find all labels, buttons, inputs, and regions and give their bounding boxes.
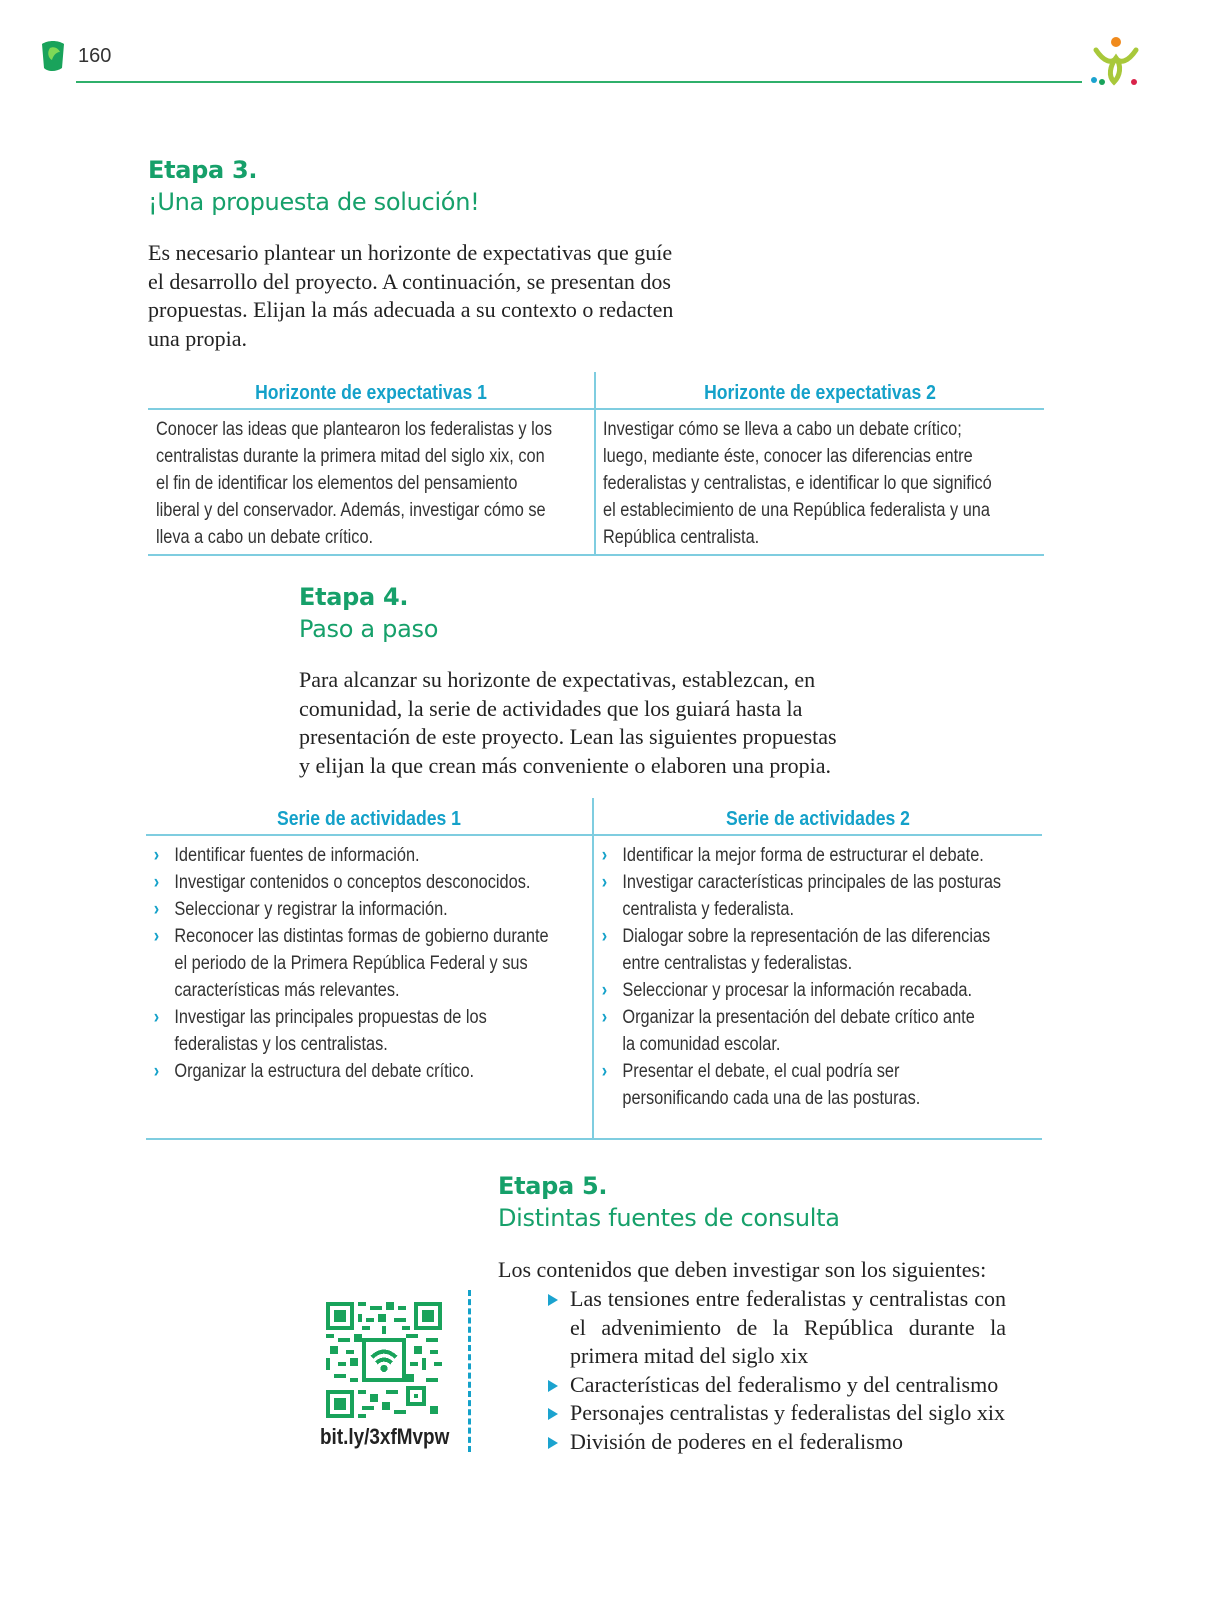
item-line: Organizar la estructura del debate crítico.: [174, 1061, 475, 1082]
table-divider: [146, 834, 1042, 836]
bullet-icon: ›: [601, 872, 608, 893]
expectations-col1-text: [156, 416, 586, 551]
expectations-col1-header: Horizonte de expectativas 1: [255, 382, 487, 404]
etapa5-title: Etapa 5.: [498, 1172, 608, 1200]
bullet-icon: ›: [601, 845, 608, 866]
list-item: [548, 1428, 1006, 1457]
triangle-bullet-icon: [548, 1437, 558, 1449]
bullet-icon: ›: [601, 1061, 608, 1082]
etapa4-intro-line: presentación de este proyecto. Lean las siguientes propuestas: [299, 724, 837, 749]
list-item: [152, 1058, 582, 1085]
list-item: [600, 923, 1030, 977]
cell-line: Investigar cómo se lleva a cabo un debate crítico;: [603, 419, 962, 440]
cell-line: liberal y del conservador. Además, investigar cómo se: [156, 500, 546, 521]
item-line: la comunidad escolar.: [622, 1034, 781, 1055]
list-item: [152, 896, 582, 923]
activities-col1-list: [152, 842, 582, 1085]
item-line: federalistas y los centralistas.: [174, 1034, 388, 1055]
item-line: Identificar fuentes de información.: [174, 845, 420, 866]
table-column-divider: [592, 798, 594, 1140]
item-line: centralista y federalista.: [622, 899, 795, 920]
cell-line: República centralista.: [603, 527, 760, 548]
etapa4-intro-line: comunidad, la serie de actividades que los guiará hasta la: [299, 695, 803, 721]
list-item: [548, 1399, 1006, 1428]
cell-line: el fin de identificar los elementos del pensamiento: [156, 473, 518, 494]
etapa4-intro-line: Para alcanzar su horizonte de expectativas, establezcan, en: [299, 667, 816, 692]
cell-line: el establecimiento de una República federalista y una: [603, 500, 990, 521]
expectations-table: [148, 372, 1044, 558]
cell-line: federalistas y centralistas, e identificar lo que significó: [603, 473, 992, 494]
item-line: personificando cada una de las posturas.: [622, 1088, 921, 1109]
bullet-icon: ›: [601, 980, 608, 1001]
etapa3-intro: [148, 239, 708, 353]
triangle-bullet-icon: [548, 1294, 558, 1306]
activities-col2-header: Serie de actividades 2: [726, 808, 910, 830]
activities-col1-header: Serie de actividades 1: [277, 808, 461, 830]
etapa3-intro-line: propuestas. Elijan la más adecuada a su contexto o redacten: [148, 297, 674, 322]
bullet-icon: ›: [153, 1061, 160, 1082]
table-bottom-rule: [146, 1138, 1042, 1140]
item-line: Investigar contenidos o conceptos desconocidos.: [174, 872, 531, 893]
etapa3-intro-line: el desarrollo del proyecto. A continuación, se presentan dos: [148, 268, 671, 294]
expectations-col2-header: Horizonte de expectativas 2: [704, 382, 936, 404]
bullet-icon: ›: [153, 845, 160, 866]
list-item: [152, 842, 582, 869]
activities-col2-list: [600, 842, 1030, 1112]
item-line: Dialogar sobre la representación de las diferencias: [622, 926, 991, 947]
list-item: [600, 1058, 1030, 1112]
triangle-bullet-icon: [548, 1408, 558, 1420]
activities-table: [146, 798, 1042, 1142]
qr-link[interactable]: bit.ly/3xfMvpw: [320, 1424, 450, 1449]
list-item: [600, 977, 1030, 1004]
etapa4-intro: [299, 666, 879, 780]
item-text: Las tensiones entre federalistas y centralistas con el advenimiento de la República durante la primera mitad del siglo xix: [570, 1286, 1006, 1368]
etapa4-intro-line: y elijan la que crean más conveniente o elaboren una propia.: [299, 752, 832, 778]
item-line: Seleccionar y registrar la información.: [174, 899, 448, 920]
item-line: Seleccionar y procesar la información recabada.: [622, 980, 973, 1001]
list-item: [152, 869, 582, 896]
list-item: [600, 869, 1030, 923]
item-line: Investigar las principales propuestas de los: [174, 1007, 487, 1028]
table-column-divider: [594, 372, 596, 556]
item-line: características más relevantes.: [174, 980, 400, 1001]
etapa3-intro-line: Es necesario plantear un horizonte de expectativas que guíe: [148, 240, 673, 265]
list-item: [600, 842, 1030, 869]
item-line: Investigar características principales de las posturas: [622, 872, 1002, 893]
etapa3-intro-line: una propia.: [148, 325, 247, 351]
cell-line: lleva a cabo un debate crítico.: [156, 527, 374, 548]
bullet-icon: ›: [153, 926, 160, 947]
page-number: 160: [78, 45, 112, 67]
etapa5-intro: Los contenidos que deben investigar son los siguientes:: [498, 1257, 987, 1282]
item-text: Personajes centralistas y federalistas del siglo xix: [570, 1400, 1005, 1425]
item-text: Características del federalismo y del centralismo: [570, 1371, 999, 1397]
item-line: Presentar el debate, el cual podría ser: [622, 1061, 900, 1082]
list-item: [152, 923, 582, 1004]
table-bottom-rule: [148, 554, 1044, 556]
list-item: [152, 1004, 582, 1058]
header-rule: [76, 81, 1082, 83]
list-item: [600, 1004, 1030, 1058]
bullet-icon: ›: [153, 872, 160, 893]
bullet-icon: ›: [153, 899, 160, 920]
dashed-divider: [468, 1290, 471, 1452]
etapa5-sources-list: [548, 1285, 1006, 1456]
qr-code-icon[interactable]: [326, 1302, 442, 1418]
bullet-icon: ›: [601, 1007, 608, 1028]
etapa5-subtitle: Distintas fuentes de consulta: [498, 1204, 840, 1232]
item-line: Identificar la mejor forma de estructurar el debate.: [622, 845, 984, 866]
item-line: el periodo de la Primera República Federal y sus: [174, 953, 528, 974]
list-item: [548, 1285, 1006, 1371]
list-item: [548, 1371, 1006, 1400]
etapa3-subtitle: ¡Una propuesta de solución!: [148, 188, 480, 216]
table-divider: [148, 408, 1044, 410]
etapa4-title: Etapa 4.: [299, 583, 409, 611]
bullet-icon: ›: [153, 1007, 160, 1028]
expectations-col2-text: [603, 416, 1033, 551]
etapa4-subtitle: Paso a paso: [299, 615, 439, 643]
item-text: División de poderes en el federalismo: [570, 1428, 903, 1454]
item-line: entre centralistas y federalistas.: [622, 953, 853, 974]
green-book-leaf-icon: [38, 38, 68, 74]
cell-line: luego, mediante éste, conocer las diferencias entre: [603, 446, 973, 467]
colorful-figure-emblem-icon: [1088, 36, 1142, 88]
item-line: Reconocer las distintas formas de gobierno durante: [174, 926, 549, 947]
etapa3-title: Etapa 3.: [148, 156, 258, 184]
item-line: Organizar la presentación del debate crítico ante: [622, 1007, 975, 1028]
cell-line: Conocer las ideas que plantearon los federalistas y los: [156, 419, 553, 440]
bullet-icon: ›: [601, 926, 608, 947]
cell-line: centralistas durante la primera mitad del siglo xix, con: [156, 446, 545, 467]
triangle-bullet-icon: [548, 1380, 558, 1392]
